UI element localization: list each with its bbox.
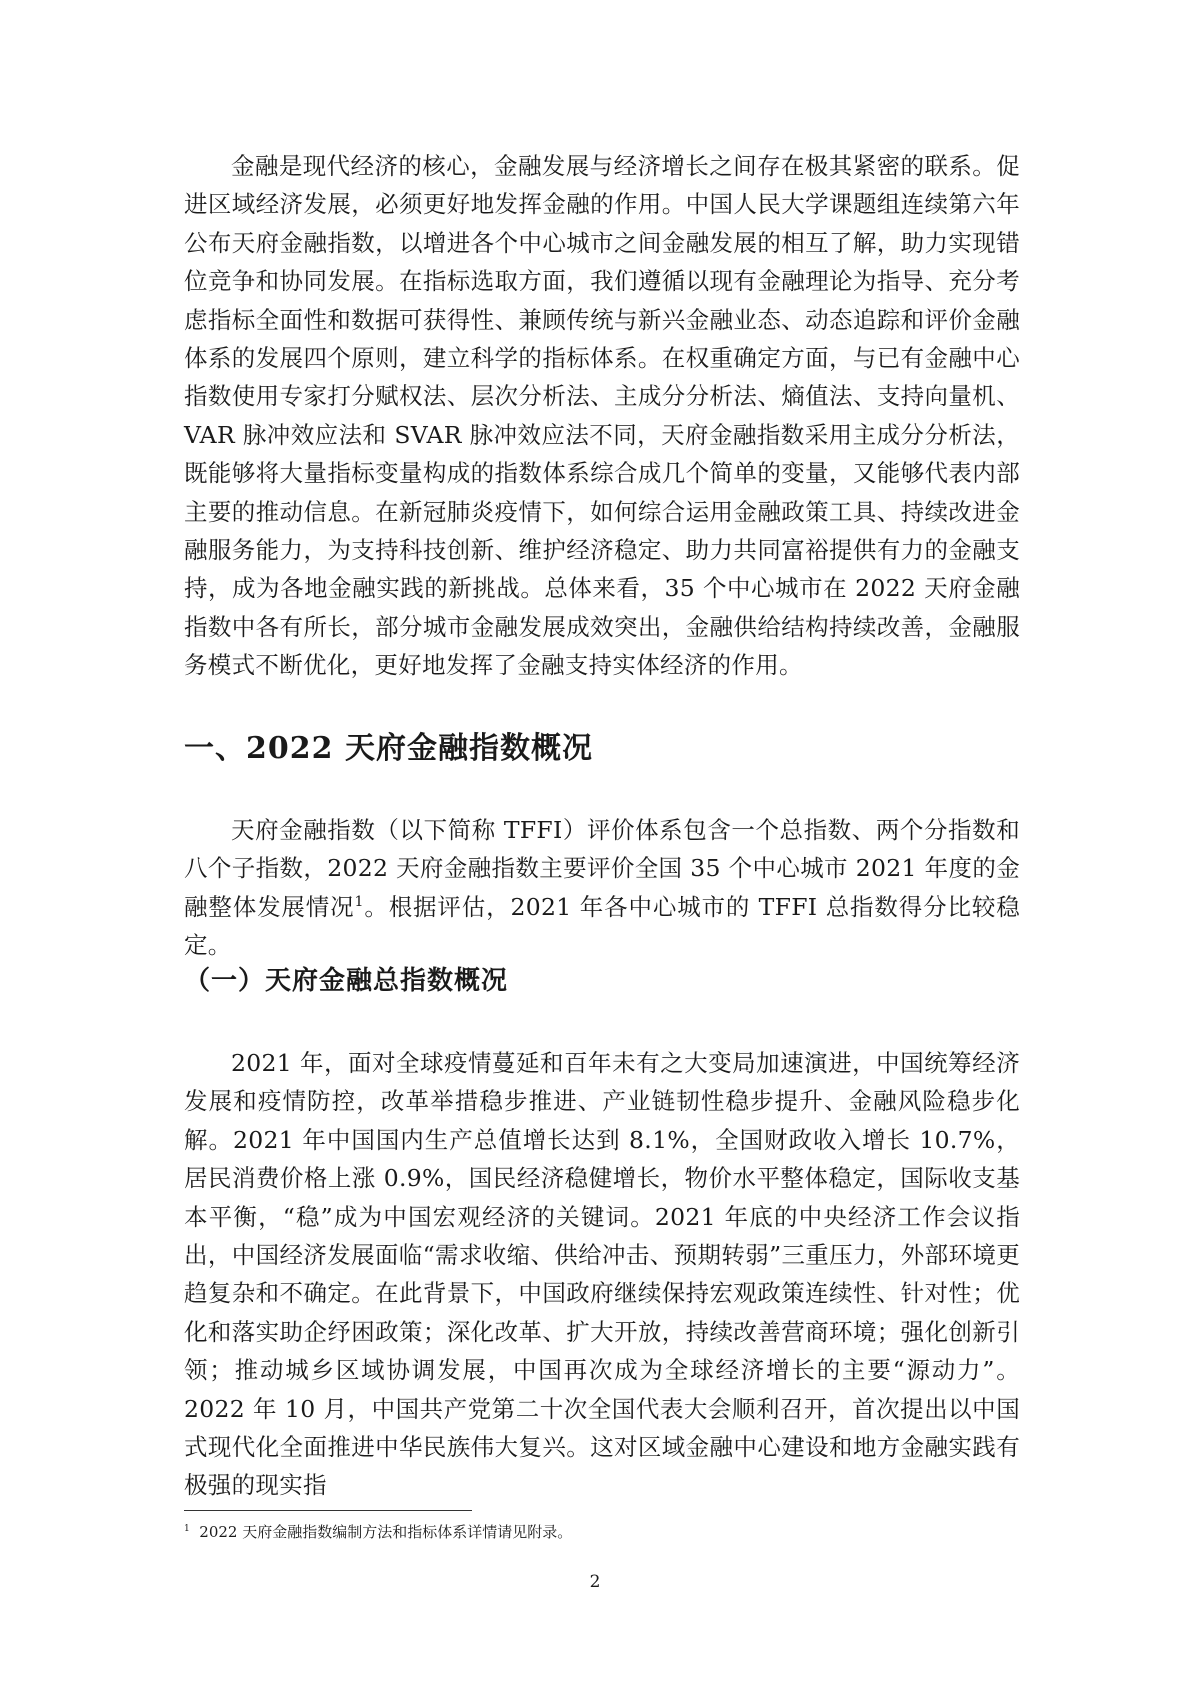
subsection-heading-total-index: （一）天府金融总指数概况 bbox=[184, 966, 509, 996]
footnote-marker: 1 bbox=[184, 1524, 190, 1534]
footnote-divider bbox=[184, 1510, 472, 1511]
overview-paragraph bbox=[184, 811, 1020, 965]
footnote-reference: 1 bbox=[354, 893, 364, 910]
footnote-text: 2022 天府金融指数编制方法和指标体系详情请见附录。 bbox=[199, 1523, 573, 1541]
total-index-paragraph: 2021 年，面对全球疫情蔓延和百年未有之大变局加速演进，中国统筹经济发展和疫情防控，改革举措稳步推进、产业链韧性稳步提升、金融风险稳步化解。2021 年中国国内生产总值增长达到 8.1%，全国财政收入增长 10.7%，居民消费价格上涨 0.9%，国民经济稳健增长，物价水平整体稳定，国际收支基本平衡，“稳”成为中国宏观经济的关键词。2021 年底的中央经济工作会议指出，中国经济发展面临“需求收缩、供给冲击、预期转弱”三重压力，外部环境更趋复杂和不确定。在此背景下，中国政府继续保持宏观政策连续性、针对性；优化和落实助企纾困政策；深化改革、扩大开放，持续改善营商环境；强化创新引领；推动城乡区域协调发展，中国再次成为全球经济增长的主要“源动力”。2022 年 10 月，中国共产党第二十次全国代表大会顺利召开，首次提出以中国式现代化全面推进中华民族伟大复兴。这对区域金融中心建设和地方金融实践有极强的现实指 bbox=[184, 1049, 1020, 1500]
overview-text: 天府金融指数（以下简称 TFFI）评价体系包含一个总指数、两个分指数和八个子指数，2022 天府金融指数主要评价全国 35 个中心城市 2021 年度的金融整体发展情况 bbox=[184, 816, 1020, 921]
overview-text-continued: 。根据评估，2021 年各中心城市的 TFFI 总指数得分比较稳定。 bbox=[184, 892, 1020, 960]
section-heading-overview: 一、2022 天府金融指数概况 bbox=[184, 731, 593, 766]
footnote bbox=[184, 1521, 572, 1543]
page-number: 2 bbox=[589, 1572, 601, 1592]
intro-paragraph: 金融是现代经济的核心，金融发展与经济增长之间存在极其紧密的联系。促进区域经济发展，必须更好地发挥金融的作用。中国人民大学课题组连续第六年公布天府金融指数，以增进各个中心城市之间金融发展的相互了解，助力实现错位竞争和协同发展。在指标选取方面，我们遵循以现有金融理论为指导、充分考虑指标全面性和数据可获得性、兼顾传统与新兴金融业态、动态追踪和评价金融体系的发展四个原则，建立科学的指标体系。在权重确定方面，与已有金融中心指数使用专家打分赋权法、层次分析法、主成分分析法、熵值法、支持向量机、VAR 脉冲效应法和 SVAR 脉冲效应法不同，天府金融指数采用主成分分析法，既能够将大量指标变量构成的指数体系综合成几个简单的变量，又能够代表内部主要的推动信息。在新冠肺炎疫情下，如何综合运用金融政策工具、持续改进金融服务能力，为支持科技创新、维护经济稳定、助力共同富裕提供有力的金融支持，成为各地金融实践的新挑战。总体来看，35 个中心城市在 2022 天府金融指数中各有所长，部分城市金融发展成效突出，金融供给结构持续改善，金融服务模式不断优化，更好地发挥了金融支持实体经济的作用。 bbox=[184, 152, 1020, 680]
